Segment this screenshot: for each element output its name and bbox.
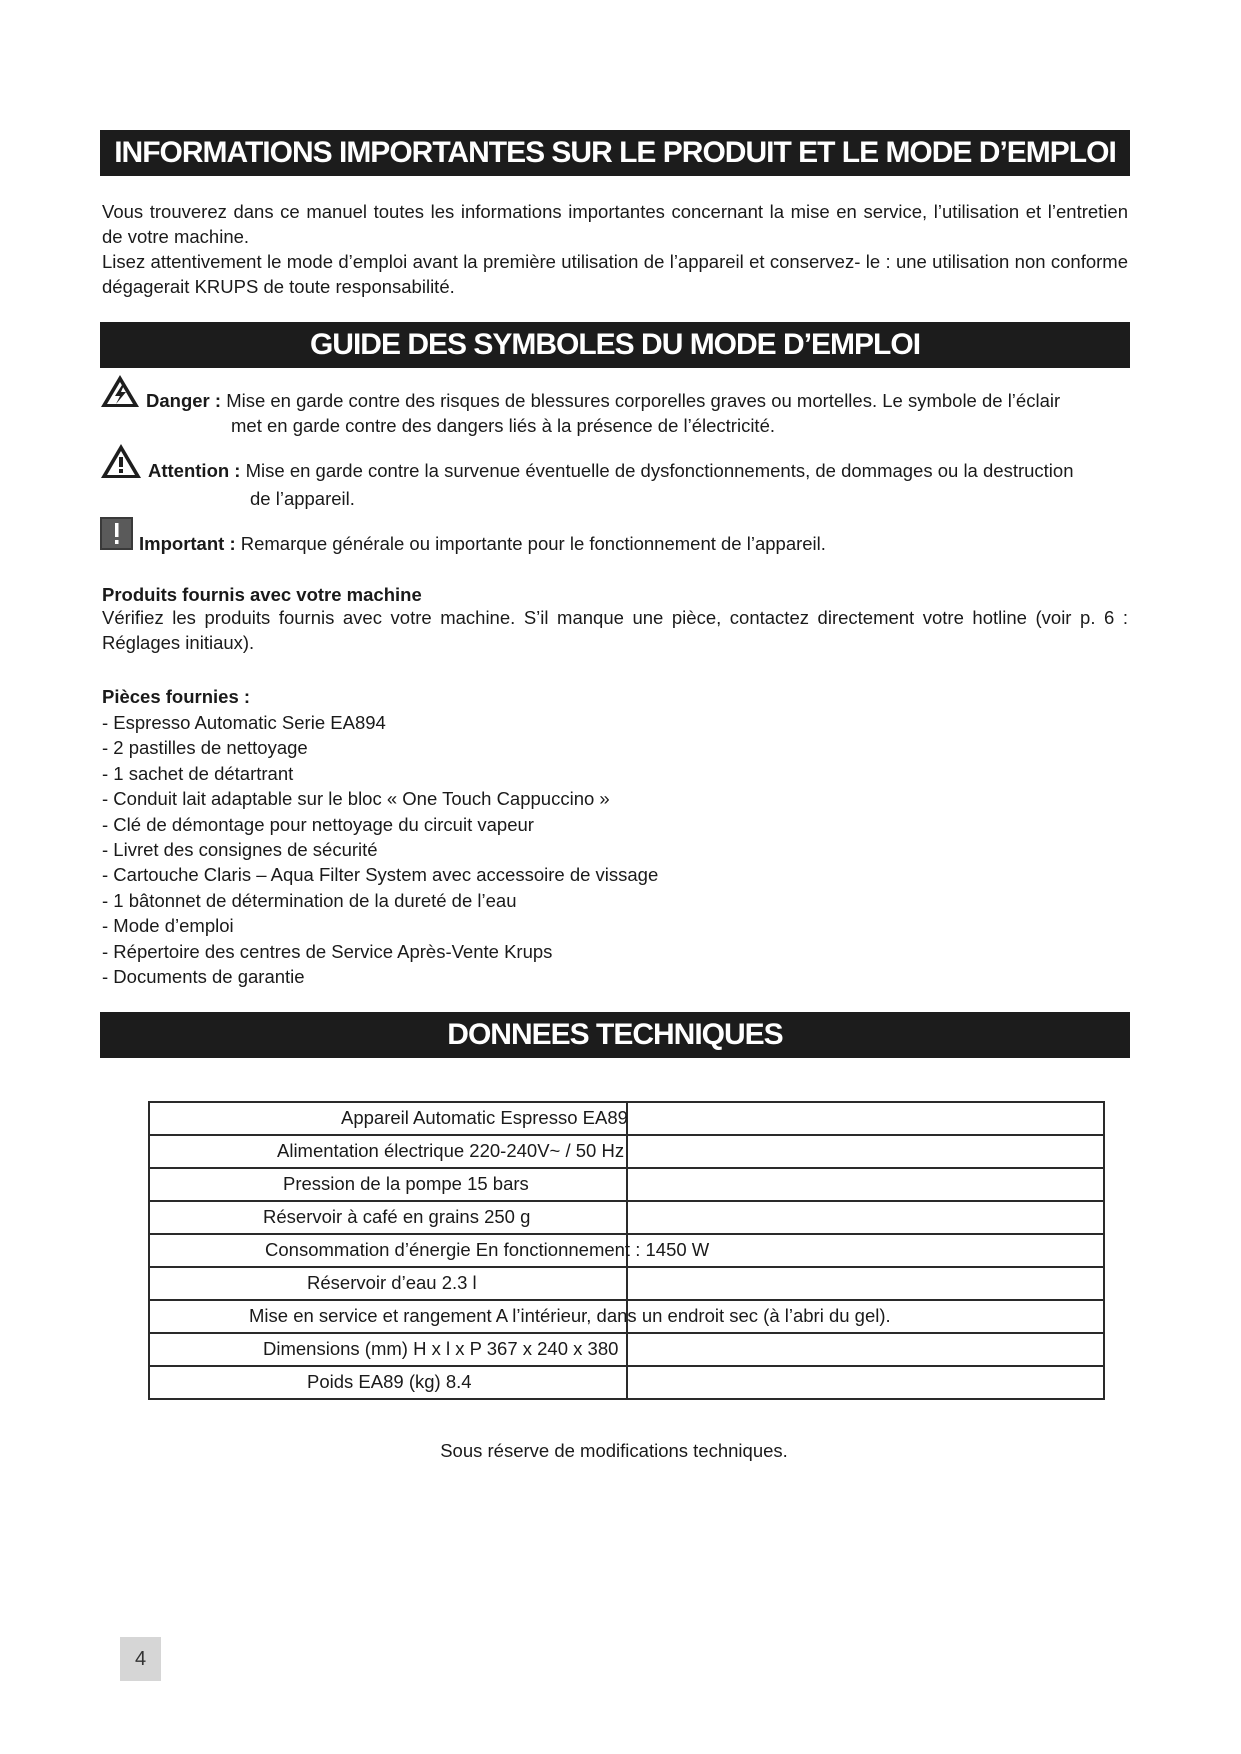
list-item: - 2 pastilles de nettoyage [102, 737, 308, 759]
table-cell: Alimentation électrique 220-240V~ / 50 Hz [277, 1140, 625, 1161]
table-row [149, 1366, 1104, 1399]
list-item: - Clé de démontage pour nettoyage du circuit vapeur [102, 813, 534, 835]
table-cell: Réservoir à café en grains 250 g [263, 1206, 531, 1227]
intro-paragraph-2: Lisez attentivement le mode d’emploi avant la première utilisation de l’appareil et conservez- le : une utilisation non conforme dégagerait KRUPS de toute responsabilité. [102, 251, 1128, 297]
table-row [149, 1234, 1104, 1267]
table-row [149, 1102, 1104, 1135]
danger-text-line1: Mise en garde contre des risques de blessures corporelles graves ou mortelles. Le symbole de l’éclair [226, 390, 1061, 411]
supplied-products-heading: Produits fournis avec votre machine [102, 584, 422, 605]
important-label: Important : [139, 533, 236, 554]
table-row [149, 1135, 1104, 1168]
attention-text-line2: de l’appareil. [250, 488, 355, 509]
table-row [149, 1333, 1104, 1366]
list-item: - Cartouche Claris – Aqua Filter System avec accessoire de vissage [102, 864, 659, 886]
section-title-technical-data: DONNEES TECHNIQUES [100, 1012, 1130, 1058]
table-cell: Consommation d’énergie En fonctionnement : 1450 W [265, 1239, 710, 1260]
table-row [149, 1201, 1104, 1234]
list-item: - Mode d’emploi [102, 915, 234, 937]
list-item: - 1 bâtonnet de détermination de la dureté de l’eau [102, 889, 517, 911]
attention-text-line1: Mise en garde contre la survenue éventuelle de dysfonctionnements, de dommages ou la destruction [245, 460, 1074, 481]
list-item: - Documents de garantie [102, 966, 305, 988]
attention-label: Attention : [148, 460, 241, 481]
table-cell: Dimensions (mm) H x l x P 367 x 240 x 380 [263, 1338, 619, 1359]
table-cell: Pression de la pompe 15 bars [283, 1173, 529, 1194]
list-item: - Répertoire des centres de Service Après-Vente Krups [102, 940, 553, 962]
list-item: - Conduit lait adaptable sur le bloc « One Touch Cappuccino » [102, 788, 610, 810]
table-row [149, 1267, 1104, 1300]
table-cell: Poids EA89 (kg) 8.4 [307, 1371, 472, 1392]
table-row [149, 1168, 1104, 1201]
section-title-product-info: INFORMATIONS IMPORTANTES SUR LE PRODUIT ET LE MODE D’EMPLOI [100, 130, 1130, 176]
list-item: - Livret des consignes de sécurité [102, 839, 378, 861]
parts-heading: Pièces fournies : [102, 686, 251, 707]
table-row [149, 1300, 1104, 1333]
technical-changes-note: Sous réserve de modifications techniques. [440, 1440, 788, 1461]
table-cell: Mise en service et rangement A l’intérieur, dans un endroit sec (à l’abri du gel). [249, 1305, 891, 1326]
table-cell: Appareil Automatic Espresso EA89 [341, 1107, 628, 1128]
warning-triangle-icon [100, 443, 142, 484]
exclamation-box-icon [100, 517, 133, 555]
parts-list [102, 710, 658, 989]
technical-data-table [148, 1101, 1105, 1400]
page-number: 4 [120, 1637, 161, 1681]
list-item: - 1 sachet de détartrant [102, 762, 294, 784]
important-text: Remarque générale ou importante pour le fonctionnement de l’appareil. [240, 533, 826, 554]
danger-text-line2: met en garde contre des dangers liés à la présence de l’électricité. [231, 415, 775, 436]
supplied-products-text: Vérifiez les produits fournis avec votre machine. S’il manque une pièce, contactez directement votre hotline (voir p. 6 : Réglages initiaux). [102, 607, 1128, 653]
intro-paragraph-1: Vous trouverez dans ce manuel toutes les informations importantes concernant la mise en service, l’utilisation et l’entretien de votre machine. [102, 201, 1128, 247]
danger-label: Danger : [146, 390, 222, 411]
section-title-symbols-guide: GUIDE DES SYMBOLES DU MODE D’EMPLOI [100, 322, 1130, 368]
table-cell: Réservoir d’eau 2.3 l [307, 1272, 477, 1293]
list-item: - Espresso Automatic Serie EA894 [102, 712, 386, 733]
warning-lightning-icon [100, 374, 140, 413]
